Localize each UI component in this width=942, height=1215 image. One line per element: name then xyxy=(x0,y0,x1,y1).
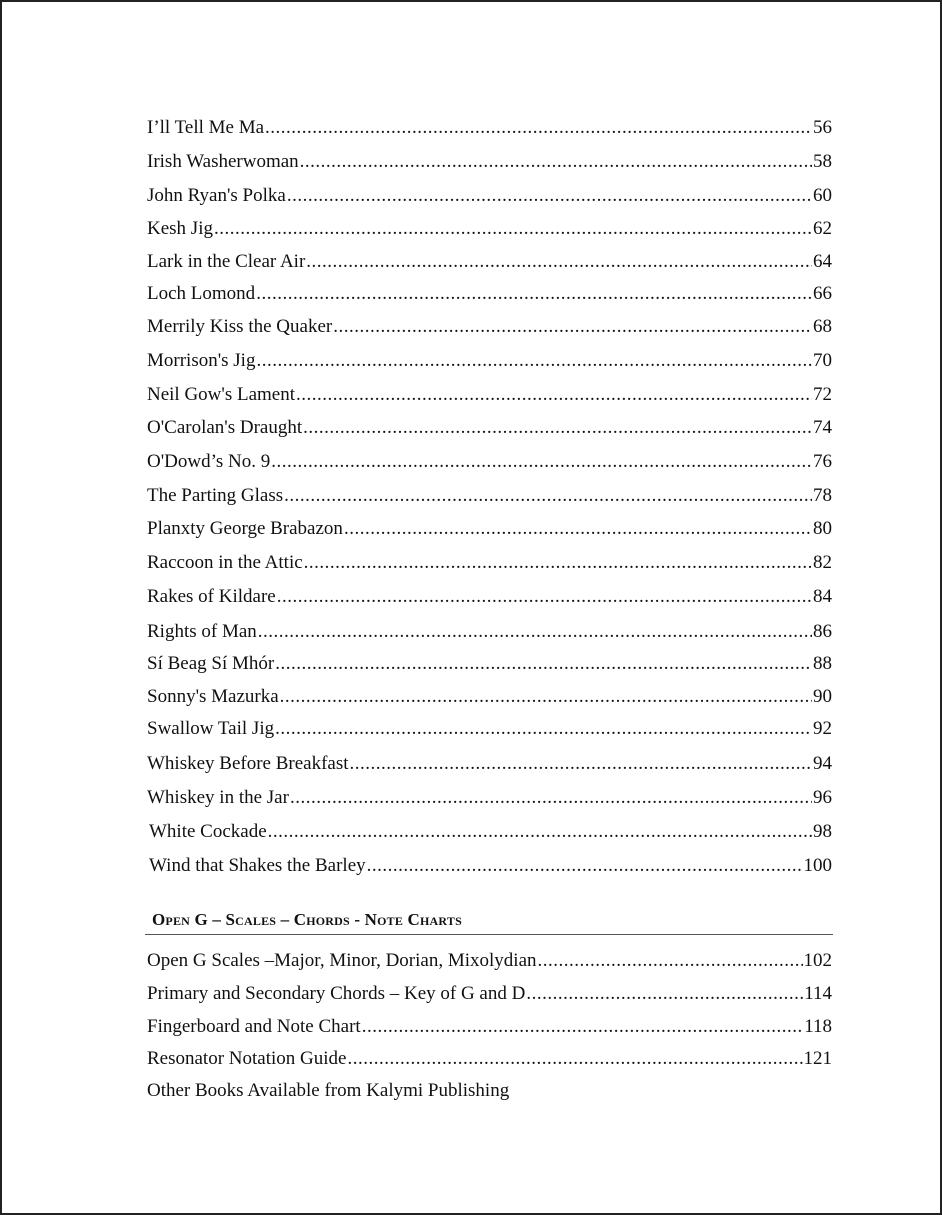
toc-entry xyxy=(147,383,832,407)
dot-leader xyxy=(256,349,812,373)
section-entry-title: Primary and Secondary Chords – Key of G and D xyxy=(147,983,526,1004)
toc-entry-title: Kesh Jig xyxy=(147,218,213,239)
toc-entry-page: 68 xyxy=(813,316,832,337)
dot-leader xyxy=(275,652,812,676)
toc-entry xyxy=(149,854,832,878)
section-entry xyxy=(147,1047,832,1071)
toc-entry xyxy=(147,315,832,339)
toc-entry xyxy=(147,685,832,709)
dot-leader xyxy=(287,184,812,208)
toc-entry xyxy=(149,820,832,844)
toc-entry-page: 96 xyxy=(813,787,832,808)
dot-leader xyxy=(350,752,812,776)
toc-entry-title: O'Dowd’s No. 9 xyxy=(147,451,271,472)
section-entry xyxy=(147,949,832,973)
section-entry-page: 102 xyxy=(803,950,832,971)
dot-leader xyxy=(275,717,812,741)
dot-leader xyxy=(258,620,812,644)
section-entry-title: Fingerboard and Note Chart xyxy=(147,1016,361,1037)
toc-entry-page: 60 xyxy=(813,185,832,206)
dot-leader xyxy=(284,484,812,508)
dot-leader xyxy=(296,383,812,407)
toc-entry-title: Swallow Tail Jig xyxy=(147,718,275,739)
section-entry-title: Open G Scales –Major, Minor, Dorian, Mixolydian xyxy=(147,950,537,971)
toc-entry xyxy=(147,752,832,776)
dot-leader xyxy=(526,982,803,1006)
toc-entry-title: The Parting Glass xyxy=(147,485,284,506)
toc-entry-title: Irish Washerwoman xyxy=(147,151,299,172)
dot-leader xyxy=(306,250,812,274)
toc-entry-page: 64 xyxy=(813,251,832,272)
toc-entry-page: 86 xyxy=(813,621,832,642)
toc-entry xyxy=(147,282,832,306)
toc-entry-title: I’ll Tell Me Ma xyxy=(147,117,265,138)
dot-leader xyxy=(303,416,812,440)
toc-entry-title: Loch Lomond xyxy=(147,283,256,304)
dot-leader xyxy=(347,1047,802,1071)
dot-leader xyxy=(271,450,812,474)
toc-entry-title: Planxty George Brabazon xyxy=(147,518,343,539)
toc-entry-page: 90 xyxy=(813,686,832,707)
toc-entry-page: 100 xyxy=(803,855,832,876)
toc-entry-title: Merrily Kiss the Quaker xyxy=(147,316,333,337)
toc-entry-title: Whiskey in the Jar xyxy=(147,787,289,808)
toc-entry xyxy=(147,484,832,508)
dot-leader xyxy=(277,585,812,609)
section-divider xyxy=(145,934,833,935)
dot-leader xyxy=(333,315,812,339)
toc-entry xyxy=(147,217,832,241)
other-books-entry: Other Books Available from Kalymi Publishing xyxy=(147,1080,510,1101)
section-entry xyxy=(147,1015,832,1039)
toc-entry xyxy=(147,250,832,274)
toc-entry xyxy=(147,786,832,810)
toc-entry-page: 84 xyxy=(813,586,832,607)
toc-entry xyxy=(147,517,832,541)
toc-entry-page: 62 xyxy=(813,218,832,239)
toc-entry-page: 74 xyxy=(813,417,832,438)
toc-entry-title: O'Carolan's Draught xyxy=(147,417,303,438)
toc-entry xyxy=(147,150,832,174)
toc-entry-page: 78 xyxy=(813,485,832,506)
dot-leader xyxy=(280,685,812,709)
toc-entry-page: 58 xyxy=(813,151,832,172)
dot-leader xyxy=(367,854,803,878)
toc-entry-page: 94 xyxy=(813,753,832,774)
toc-entry-title: Lark in the Clear Air xyxy=(147,251,306,272)
toc-entry xyxy=(147,450,832,474)
toc-entry-page: 72 xyxy=(813,384,832,405)
toc-entry-page: 98 xyxy=(813,821,832,842)
toc-entry-page: 56 xyxy=(813,117,832,138)
toc-entry-title: Sí Beag Sí Mhór xyxy=(147,653,275,674)
toc-entry-page: 92 xyxy=(813,718,832,739)
toc-entry-title: Rakes of Kildare xyxy=(147,586,276,607)
toc-entry xyxy=(147,116,832,140)
dot-leader xyxy=(300,150,812,174)
toc-entry-page: 66 xyxy=(813,283,832,304)
toc-entry xyxy=(147,620,832,644)
toc-entry xyxy=(147,585,832,609)
toc-entry-page: 76 xyxy=(813,451,832,472)
toc-entry-title: Sonny's Mazurka xyxy=(147,686,279,707)
toc-entry-title: John Ryan's Polka xyxy=(147,185,286,206)
toc-entry-title: Morrison's Jig xyxy=(147,350,256,371)
toc-entry-title: White Cockade xyxy=(149,821,267,842)
section-entry-page: 114 xyxy=(804,983,832,1004)
toc-entry xyxy=(147,184,832,208)
dot-leader xyxy=(256,282,812,306)
toc-entry xyxy=(147,652,832,676)
section-entry-page: 118 xyxy=(804,1016,832,1037)
toc-entry xyxy=(147,349,832,373)
dot-leader xyxy=(268,820,812,844)
toc-entry-title: Wind that Shakes the Barley xyxy=(149,855,366,876)
dot-leader xyxy=(538,949,803,973)
dot-leader xyxy=(362,1015,804,1039)
dot-leader xyxy=(304,551,812,575)
toc-entry-title: Raccoon in the Attic xyxy=(147,552,303,573)
toc-entry xyxy=(147,717,832,741)
section-entry-page: 121 xyxy=(803,1048,832,1069)
dot-leader xyxy=(344,517,812,541)
dot-leader xyxy=(265,116,812,140)
toc-entry-title: Rights of Man xyxy=(147,621,257,642)
toc-entry xyxy=(147,551,832,575)
toc-entry-page: 82 xyxy=(813,552,832,573)
dot-leader xyxy=(214,217,812,241)
dot-leader xyxy=(290,786,812,810)
toc-entry-page: 70 xyxy=(813,350,832,371)
toc-entry-title: Neil Gow's Lament xyxy=(147,384,296,405)
section-entry-title: Resonator Notation Guide xyxy=(147,1048,347,1069)
toc-entry-page: 88 xyxy=(813,653,832,674)
section-heading: Open G – Scales – Chords - Note Charts xyxy=(152,910,462,929)
section-entry xyxy=(147,982,832,1006)
toc-entry xyxy=(147,416,832,440)
toc-entry-title: Whiskey Before Breakfast xyxy=(147,753,349,774)
toc-entry-page: 80 xyxy=(813,518,832,539)
